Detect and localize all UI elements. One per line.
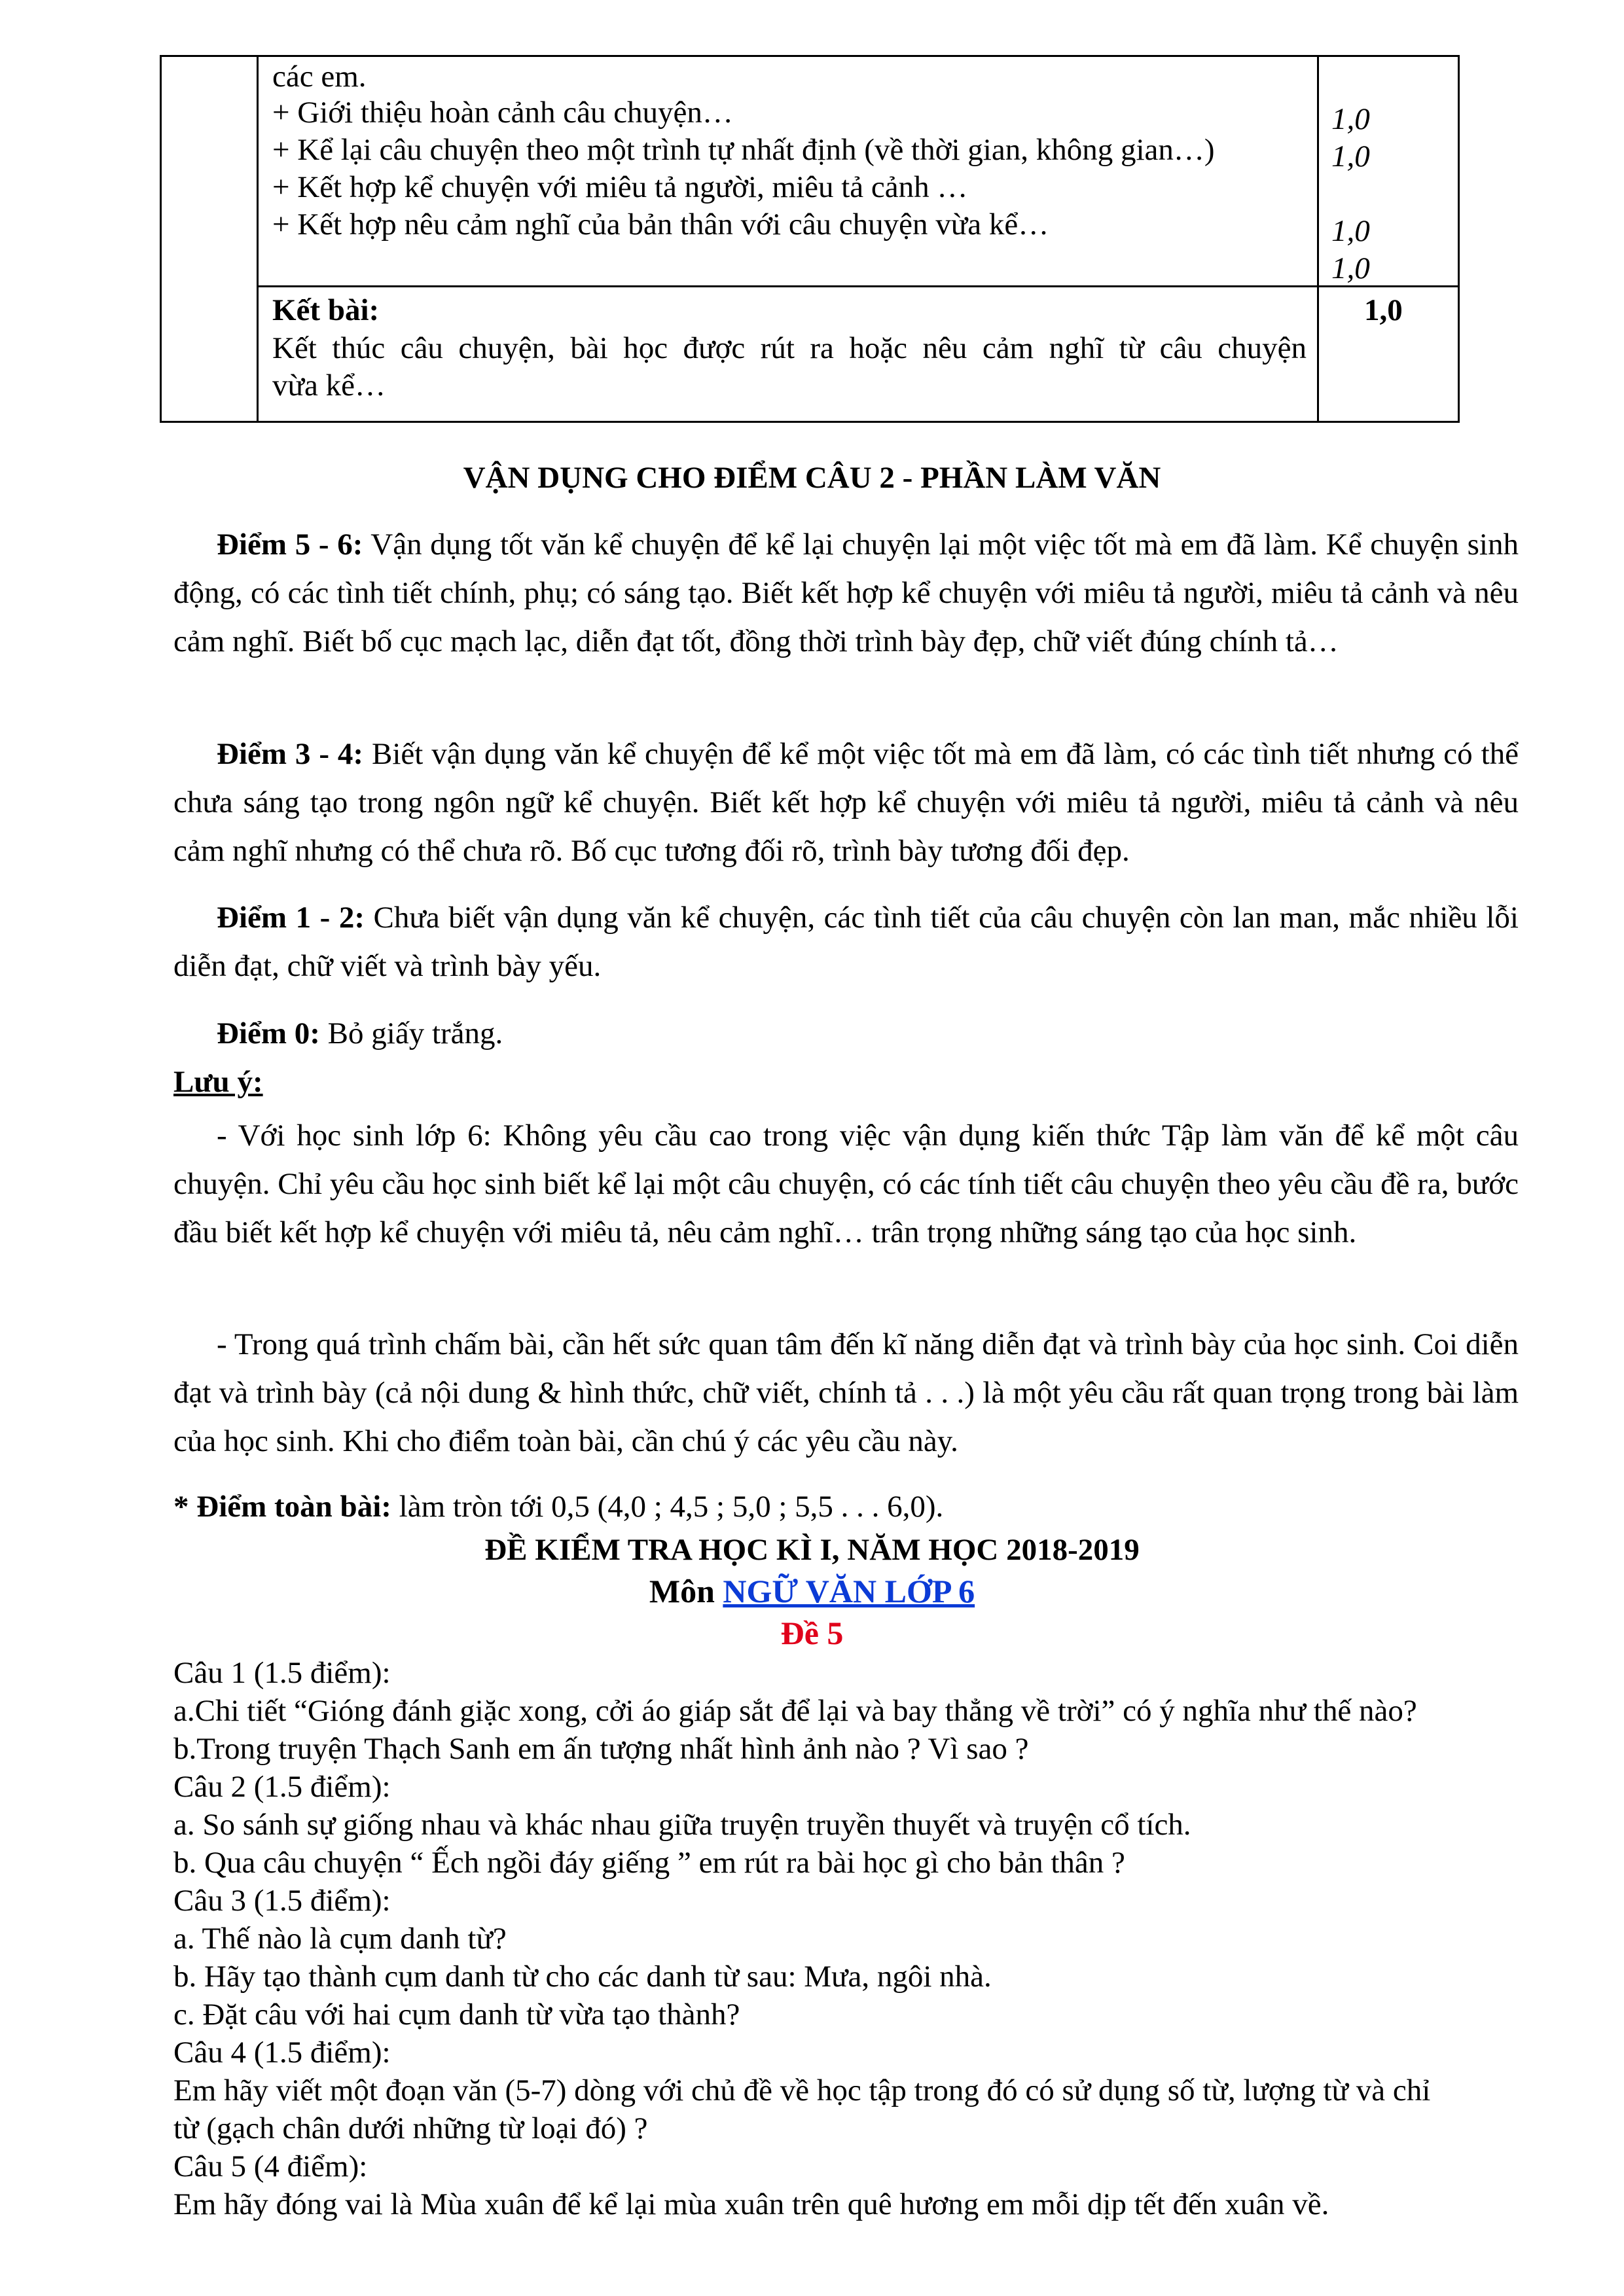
question-line: Câu 4 (1.5 điểm):: [173, 2036, 391, 2070]
subject-link[interactable]: NGỮ VĂN LỚP 6: [723, 1573, 975, 1609]
table-divider-col1: [257, 55, 259, 423]
score-value: 1,0: [1331, 251, 1370, 285]
question-line: b. Qua câu chuyện “ Ếch ngồi đáy giếng ” em rút ra bài học gì cho bản thân ?: [173, 1846, 1125, 1880]
exam-number: Đề 5: [780, 1615, 844, 1651]
table-line: + Kết hợp nêu cảm nghĩ của bản thân với câu chuyện vừa kể…: [272, 207, 1049, 242]
score-value: 1,0: [1331, 139, 1370, 173]
question-line: c. Đặt câu với hai cụm danh từ vừa tạo thành?: [173, 1998, 740, 2032]
grade-paragraph: [173, 893, 1519, 990]
table-border-left: [160, 55, 162, 423]
question-line: a. So sánh sự giống nhau và khác nhau giữa truyện truyền thuyết và truyện cổ tích.: [173, 1808, 1191, 1842]
grade-text: Bỏ giấy trắng.: [319, 1016, 503, 1050]
score-value: 1,0: [1331, 102, 1370, 136]
ending-text-line2: vừa kể…: [272, 368, 386, 403]
table-line: các em.: [272, 60, 367, 94]
question-line: a.Chi tiết “Gióng đánh giặc xong, cởi áo giáp sắt để lại và bay thẳng về trời” có ý nghĩa như thế nào?: [173, 1694, 1417, 1728]
grade-paragraph: [173, 520, 1519, 666]
question-line: Em hãy viết một đoạn văn (5-7) dòng với chủ đề về học tập trong đó có sử dụng số từ, lượng từ và chỉ: [173, 2073, 1431, 2108]
question-line: Câu 2 (1.5 điểm):: [173, 1770, 391, 1804]
grade-label: Điểm 1 - 2:: [217, 901, 365, 935]
question-line: b.Trong truyện Thạch Sanh em ấn tượng nhất hình ảnh nào ? Vì sao ?: [173, 1732, 1029, 1766]
question-line: Câu 5 (4 điểm):: [173, 2149, 368, 2183]
ending-score: 1,0: [1364, 293, 1403, 327]
table-row-divider: [257, 285, 1460, 287]
question-line: a. Thế nào là cụm danh từ?: [173, 1922, 507, 1956]
table-divider-col2: [1317, 55, 1319, 423]
score-value: 1,0: [1331, 214, 1370, 248]
total-score-line: [173, 1482, 1519, 1531]
question-line: Câu 1 (1.5 điểm):: [173, 1656, 391, 1690]
table-border-right: [1458, 55, 1460, 423]
rubric-table: [160, 55, 1460, 423]
grade-paragraph: [173, 730, 1519, 875]
section-heading: VẬN DỤNG CHO ĐIỂM CÂU 2 - PHẦN LÀM VĂN: [463, 461, 1161, 495]
question-line: b. Hãy tạo thành cụm danh từ cho các danh từ sau: Mưa, ngôi nhà.: [173, 1960, 992, 1994]
exam-title: ĐỀ KIỂM TRA HỌC KÌ I, NĂM HỌC 2018-2019: [484, 1533, 1140, 1567]
grade-label: Điểm 3 - 4:: [217, 737, 364, 771]
table-line: + Giới thiệu hoàn cảnh câu chuyện…: [272, 96, 733, 130]
note-item: - Với học sinh lớp 6: Không yêu cầu cao trong việc vận dụng kiến thức Tập làm văn để kể một câu chuyện. Chỉ yêu cầu học sinh biết kể lại một câu chuyện, có các tính tiết câu chuyện theo yêu cầu đề ra, bước đầu biết kết hợp kể chuyện với miêu tả, nêu cảm nghĩ… trân trọng những sáng tạo của học sinh.: [173, 1119, 1519, 1249]
subject-prefix: Môn: [649, 1573, 723, 1609]
total-text: làm tròn tới 0,5 (4,0 ; 4,5 ; 5,0 ; 5,5 . . . 6,0).: [391, 1490, 944, 1524]
question-line: Câu 3 (1.5 điểm):: [173, 1884, 391, 1918]
total-label: * Điểm toàn bài:: [173, 1490, 391, 1524]
grade-paragraph: [173, 1009, 1519, 1058]
grade-label: Điểm 5 - 6:: [217, 528, 363, 562]
note-title: Lưu ý:: [173, 1065, 263, 1099]
table-line: + Kết hợp kể chuyện với miêu tả người, miêu tả cảnh …: [272, 170, 968, 204]
table-border-bottom: [160, 421, 1460, 423]
question-line: Em hãy đóng vai là Mùa xuân để kể lại mùa xuân trên quê hương em mỗi dịp tết đến xuân về.: [173, 2187, 1329, 2221]
grade-label: Điểm 0:: [217, 1016, 320, 1050]
note-item: - Trong quá trình chấm bài, cần hết sức quan tâm đến kĩ năng diễn đạt và trình bày của học sinh. Coi diễn đạt và trình bày (cả nội dung & hình thức, chữ viết, chính tả . . .) là một yêu cầu rất quan trọng trong bài làm của học sinh. Khi cho điểm toàn bài, cần chú ý các yêu cầu này.: [173, 1327, 1519, 1458]
grade-text: Chưa biết vận dụng văn kể chuyện, các tình tiết của câu chuyện còn lan man, mắc nhiều lỗi diễn đạt, chữ viết và trình bày yếu.: [173, 901, 1519, 983]
exam-subject: [0, 1571, 1624, 1611]
question-line: từ (gạch chân dưới những từ loại đó) ?: [173, 2111, 648, 2145]
ending-title: Kết bài:: [272, 293, 380, 327]
grade-text: Biết vận dụng văn kể chuyện để kể một việc tốt mà em đã làm, có các tình tiết nhưng có thể chưa sáng tạo trong ngôn ngữ kể chuyện. Biết kết hợp kể chuyện với miêu tả người, miêu tả cảnh và nêu cảm nghĩ nhưng có thể chưa rõ. Bố cục tương đối rõ, trình bày tương đối đẹp.: [173, 737, 1519, 868]
ending-text-line1: Kết thúc câu chuyện, bài học được rút ra hoặc nêu cảm nghĩ từ câu chuyện: [272, 331, 1307, 365]
table-line: + Kể lại câu chuyện theo một trình tự nhất định (về thời gian, không gian…): [272, 133, 1215, 167]
grade-text: Vận dụng tốt văn kể chuyện để kể lại chuyện lại một việc tốt mà em đã làm. Kể chuyện sinh động, có các tình tiết chính, phụ; có sáng tạo. Biết kết hợp kể chuyện với miêu tả người, miêu tả cảnh và nêu cảm nghĩ. Biết bố cục mạch lạc, diễn đạt tốt, đồng thời trình bày đẹp, chữ viết đúng chính tả…: [173, 528, 1519, 658]
table-border-top: [160, 55, 1460, 57]
